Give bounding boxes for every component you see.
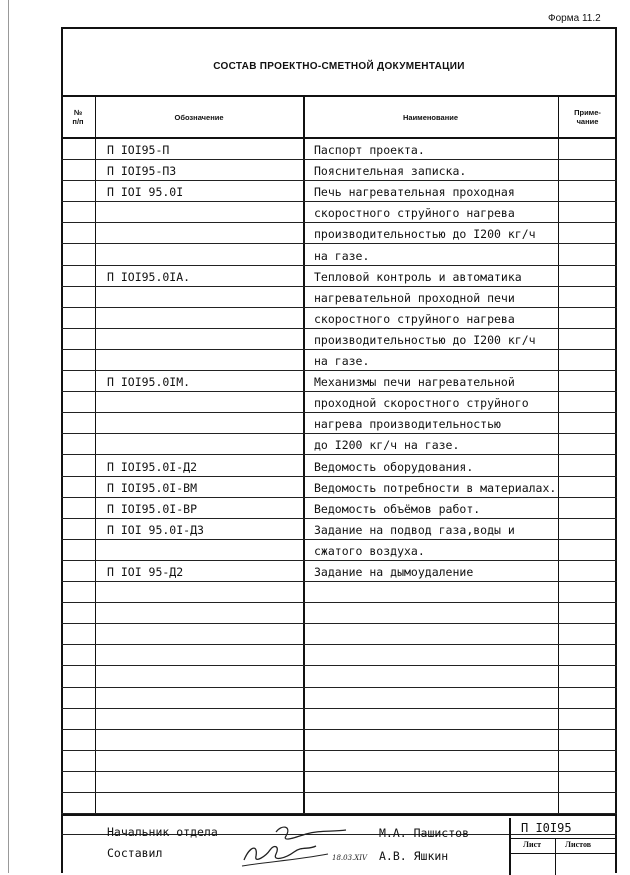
stamp-labels-row [511,839,617,854]
designation-cell: П IOI95-П [107,143,170,157]
name-cell: скоростного струйного нагрева [314,311,515,326]
stamp-divider [555,839,556,875]
table-row [61,371,617,392]
table-row [61,688,617,709]
table-row [61,730,617,751]
name-cell: проходной скоростного струйного [314,396,529,411]
name-cell: Механизмы печи нагревательной [314,375,515,390]
role-department-head: Начальник отдела [107,825,218,839]
table-row [61,329,617,350]
stamp-document-code: П I0I95 [511,821,617,839]
name-cell: Печь нагревательная проходная [314,185,515,200]
table-row [61,266,617,287]
title-block [61,814,617,875]
table-row [61,624,617,645]
designation-cell: П IOI 95.0I [107,185,184,200]
table-row [61,498,617,519]
role-compiler: Составил [107,846,163,860]
table-row [61,160,617,181]
table-row [61,582,617,603]
table-row [61,709,617,730]
table-row [61,139,617,160]
designation-cell: П IOI95-ПЗ [107,164,177,179]
name-cell: Ведомость оборудования. [314,459,474,474]
table-row [61,603,617,624]
name-cell: Тепловой контроль и автоматика [314,269,522,284]
name-cell: Пояснительная записка. [314,164,467,179]
designation-cell: П IOI95.0I-ВР [107,501,198,516]
header-name: Наименование [402,112,459,122]
table-row [61,202,617,223]
designation-cell: П IOI95.0I-Д2 [107,459,198,474]
table-row [61,751,617,772]
name-cell: скоростного струйного нагрева [314,206,515,221]
table-row [61,350,617,371]
table-row [61,413,617,434]
table-row [61,392,617,413]
table-row [61,245,617,266]
name-cell: Задание на дымоудаление [314,565,474,579]
table-row [61,434,617,455]
table-row [61,287,617,308]
table-row [61,645,617,666]
table-row [61,181,617,202]
page-edge-line [8,0,9,873]
designation-cell: П IOI95.0I-ВМ [107,480,198,495]
handwritten-signature [236,816,381,874]
designation-cell: П IOI95.0IА. [107,269,191,284]
table-row [61,477,617,498]
designation-cell: П IOI 95-Д2 [107,565,184,579]
table-row [61,308,617,329]
name-cell: нагрева производительностью [314,417,501,432]
name-compiler: А.В. Яшкин [379,849,449,863]
name-cell: Ведомость потребности в материалах. [314,480,557,495]
header-note: Приме- чание [574,108,601,126]
stamp-sheet-label: Лист [523,840,542,849]
name-cell: производительностью до I200 кг/ч [314,227,536,242]
designation-cell: П IOI95.0IМ. [107,375,191,390]
document-title: СОСТАВ ПРОЕКТНО-СМЕТНОЙ ДОКУМЕНТАЦИИ [213,61,465,72]
table-row [61,561,617,582]
name-department-head: М.А. Пашистов [379,826,470,840]
table-header [61,97,617,137]
table-row [61,793,617,814]
header-number: № п/п [72,108,84,126]
stamp-box [509,818,617,875]
designation-cell: П IOI 95.0I-ДЗ [107,522,204,537]
svg-text:18.03.XIV: 18.03.XIV [332,854,368,862]
table-row [61,223,617,244]
name-cell: сжатого воздуха. [314,543,425,558]
form-label: Форма 11.2 [548,13,601,24]
table-row [61,772,617,793]
name-cell: производительностью до I200 кг/ч [314,332,536,347]
name-cell: Задание на подвод газа,воды и [314,522,515,537]
name-cell: на газе. [314,354,370,368]
name-cell: до I200 кг/ч на газе. [314,438,460,453]
name-cell: нагревательной проходной печи [314,290,515,305]
table-row [61,667,617,688]
table-row [61,540,617,561]
name-cell: Ведомость объёмов работ. [314,501,481,516]
table-row [61,519,617,540]
header-designation: Обозначение [174,112,224,122]
stamp-sheets-label: Листов [565,840,592,849]
name-cell: Паспорт проекта. [314,143,425,157]
name-cell: на газе. [314,248,370,263]
table-row [61,456,617,477]
